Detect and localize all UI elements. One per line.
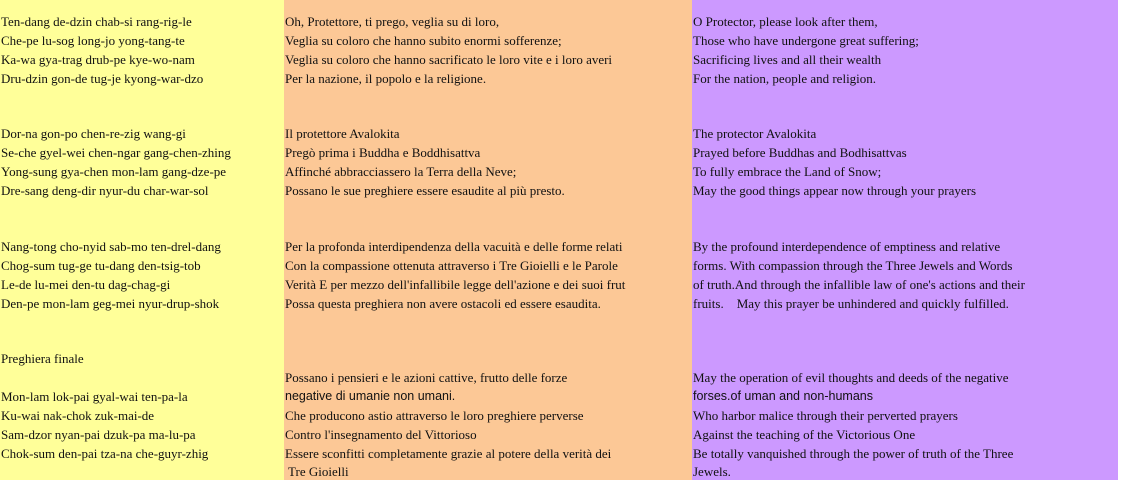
tibetan-line: Nang-tong cho-nyid sab-mo ten-drel-dang — [1, 239, 221, 254]
english-line: Prayed before Buddhas and Bodhisattvas — [693, 145, 907, 160]
tibetan-line: Ka-wa gya-trag drub-pe kye-wo-nam — [1, 52, 195, 67]
italian-line: Possa questa preghiera non avere ostacoli ed essere esaudita. — [285, 296, 601, 311]
tibetan-line: Mon-lam lok-pai gyal-wai ten-pa-la — [1, 389, 188, 404]
english-line: Who harbor malice through their perverted prayers — [693, 408, 958, 423]
italian-line: Oh, Protettore, ti prego, veglia su di loro, — [285, 14, 500, 29]
italian-line: Contro l'insegnamento del Vittorioso — [285, 427, 477, 442]
english-line: Against the teaching of the Victorious One — [693, 427, 916, 442]
english-line: May the good things appear now through your prayers — [693, 183, 977, 198]
italian-line: Verità E per mezzo dell'infallibile legge dell'azione e dei suoi frut — [285, 277, 626, 292]
italian-line: Pregò prima i Buddha e Boddhisattva — [285, 145, 481, 160]
tibetan-line: Den-pe mon-lam geg-mei nyur-drup-shok — [1, 296, 220, 311]
italian-line: Il protettore Avalokita — [285, 126, 400, 141]
italian-line: Con la compassione ottenuta attraverso i Tre Gioielli e le Parole — [285, 258, 618, 273]
tibetan-line: Sam-dzor nyan-pai dzuk-pa ma-lu-pa — [1, 427, 196, 442]
english-line: forses.of uman and non-humans — [693, 389, 873, 403]
tibetan-line: Ten-dang de-dzin chab-si rang-rig-le — [1, 14, 192, 29]
italian-line: Possano i pensieri e le azioni cattive, frutto delle forze — [285, 370, 568, 385]
italian-line: negative di umanie non umani. — [285, 389, 456, 403]
english-column — [692, 0, 1118, 480]
italian-line: Affinché abbracciassero la Terra della Neve; — [285, 164, 517, 179]
english-line: of truth.And through the infallible law of one's actions and their — [693, 277, 1025, 292]
english-line: O Protector, please look after them, — [693, 14, 878, 29]
italian-line: Veglia su coloro che hanno sacrificato le loro vite e i loro averi — [285, 52, 613, 67]
tibetan-line: Chog-sum tug-ge tu-dang den-tsig-tob — [1, 258, 201, 273]
italian-column — [284, 0, 692, 480]
italian-line: Che producono astio attraverso le loro preghiere perverse — [285, 408, 584, 423]
tibetan-line: Dor-na gon-po chen-re-zig wang-gi — [1, 126, 186, 141]
tibetan-line: Che-pe lu-sog long-jo yong-tang-te — [1, 33, 185, 48]
tibetan-line: Le-de lu-mei den-tu dag-chag-gi — [1, 277, 171, 292]
italian-line: Per la nazione, il popolo e la religione. — [285, 71, 487, 86]
tibetan-line: Se-che gyel-wei chen-ngar gang-chen-zhing — [1, 145, 231, 160]
tibetan-line: Dru-dzin gon-de tug-je kyong-war-dzo — [1, 71, 204, 86]
english-line: forms. With compassion through the Three Jewels and Words — [693, 258, 1013, 273]
italian-line: Per la profonda interdipendenza della vacuità e delle forme relati — [285, 239, 623, 254]
italian-line: Possano le sue preghiere essere esaudite al più presto. — [285, 183, 565, 198]
tibetan-line: Chok-sum den-pai tza-na che-guyr-zhig — [1, 446, 209, 461]
italian-line: Essere sconfitti completamente grazie al potere della verità dei — [285, 446, 612, 461]
english-line: To fully embrace the Land of Snow; — [693, 164, 882, 179]
english-line: For the nation, people and religion. — [693, 71, 877, 86]
italian-line: Veglia su coloro che hanno subito enormi sofferenze; — [285, 33, 562, 48]
english-line: By the profound interdependence of emptiness and relative — [693, 239, 1001, 254]
tibetan-line: Ku-wai nak-chok zuk-mai-de — [1, 408, 155, 423]
section-heading: Preghiera finale — [1, 351, 84, 366]
english-line: Jewels. — [693, 464, 731, 479]
english-line: Those who have undergone great suffering; — [693, 33, 919, 48]
english-line: May the operation of evil thoughts and deeds of the negative — [693, 370, 1009, 385]
english-line: Be totally vanquished through the power of truth of the Three — [693, 446, 1014, 461]
tibetan-column — [0, 0, 284, 480]
tibetan-line: Yong-sung gya-chen mon-lam gang-dze-pe — [1, 164, 227, 179]
italian-line: Tre Gioielli — [285, 464, 349, 479]
english-line: Sacrificing lives and all their wealth — [693, 52, 882, 67]
english-line: The protector Avalokita — [693, 126, 817, 141]
tibetan-line: Dre-sang deng-dir nyur-du char-war-sol — [1, 183, 209, 198]
english-line: fruits. May this prayer be unhindered and quickly fulfilled. — [693, 296, 1009, 311]
